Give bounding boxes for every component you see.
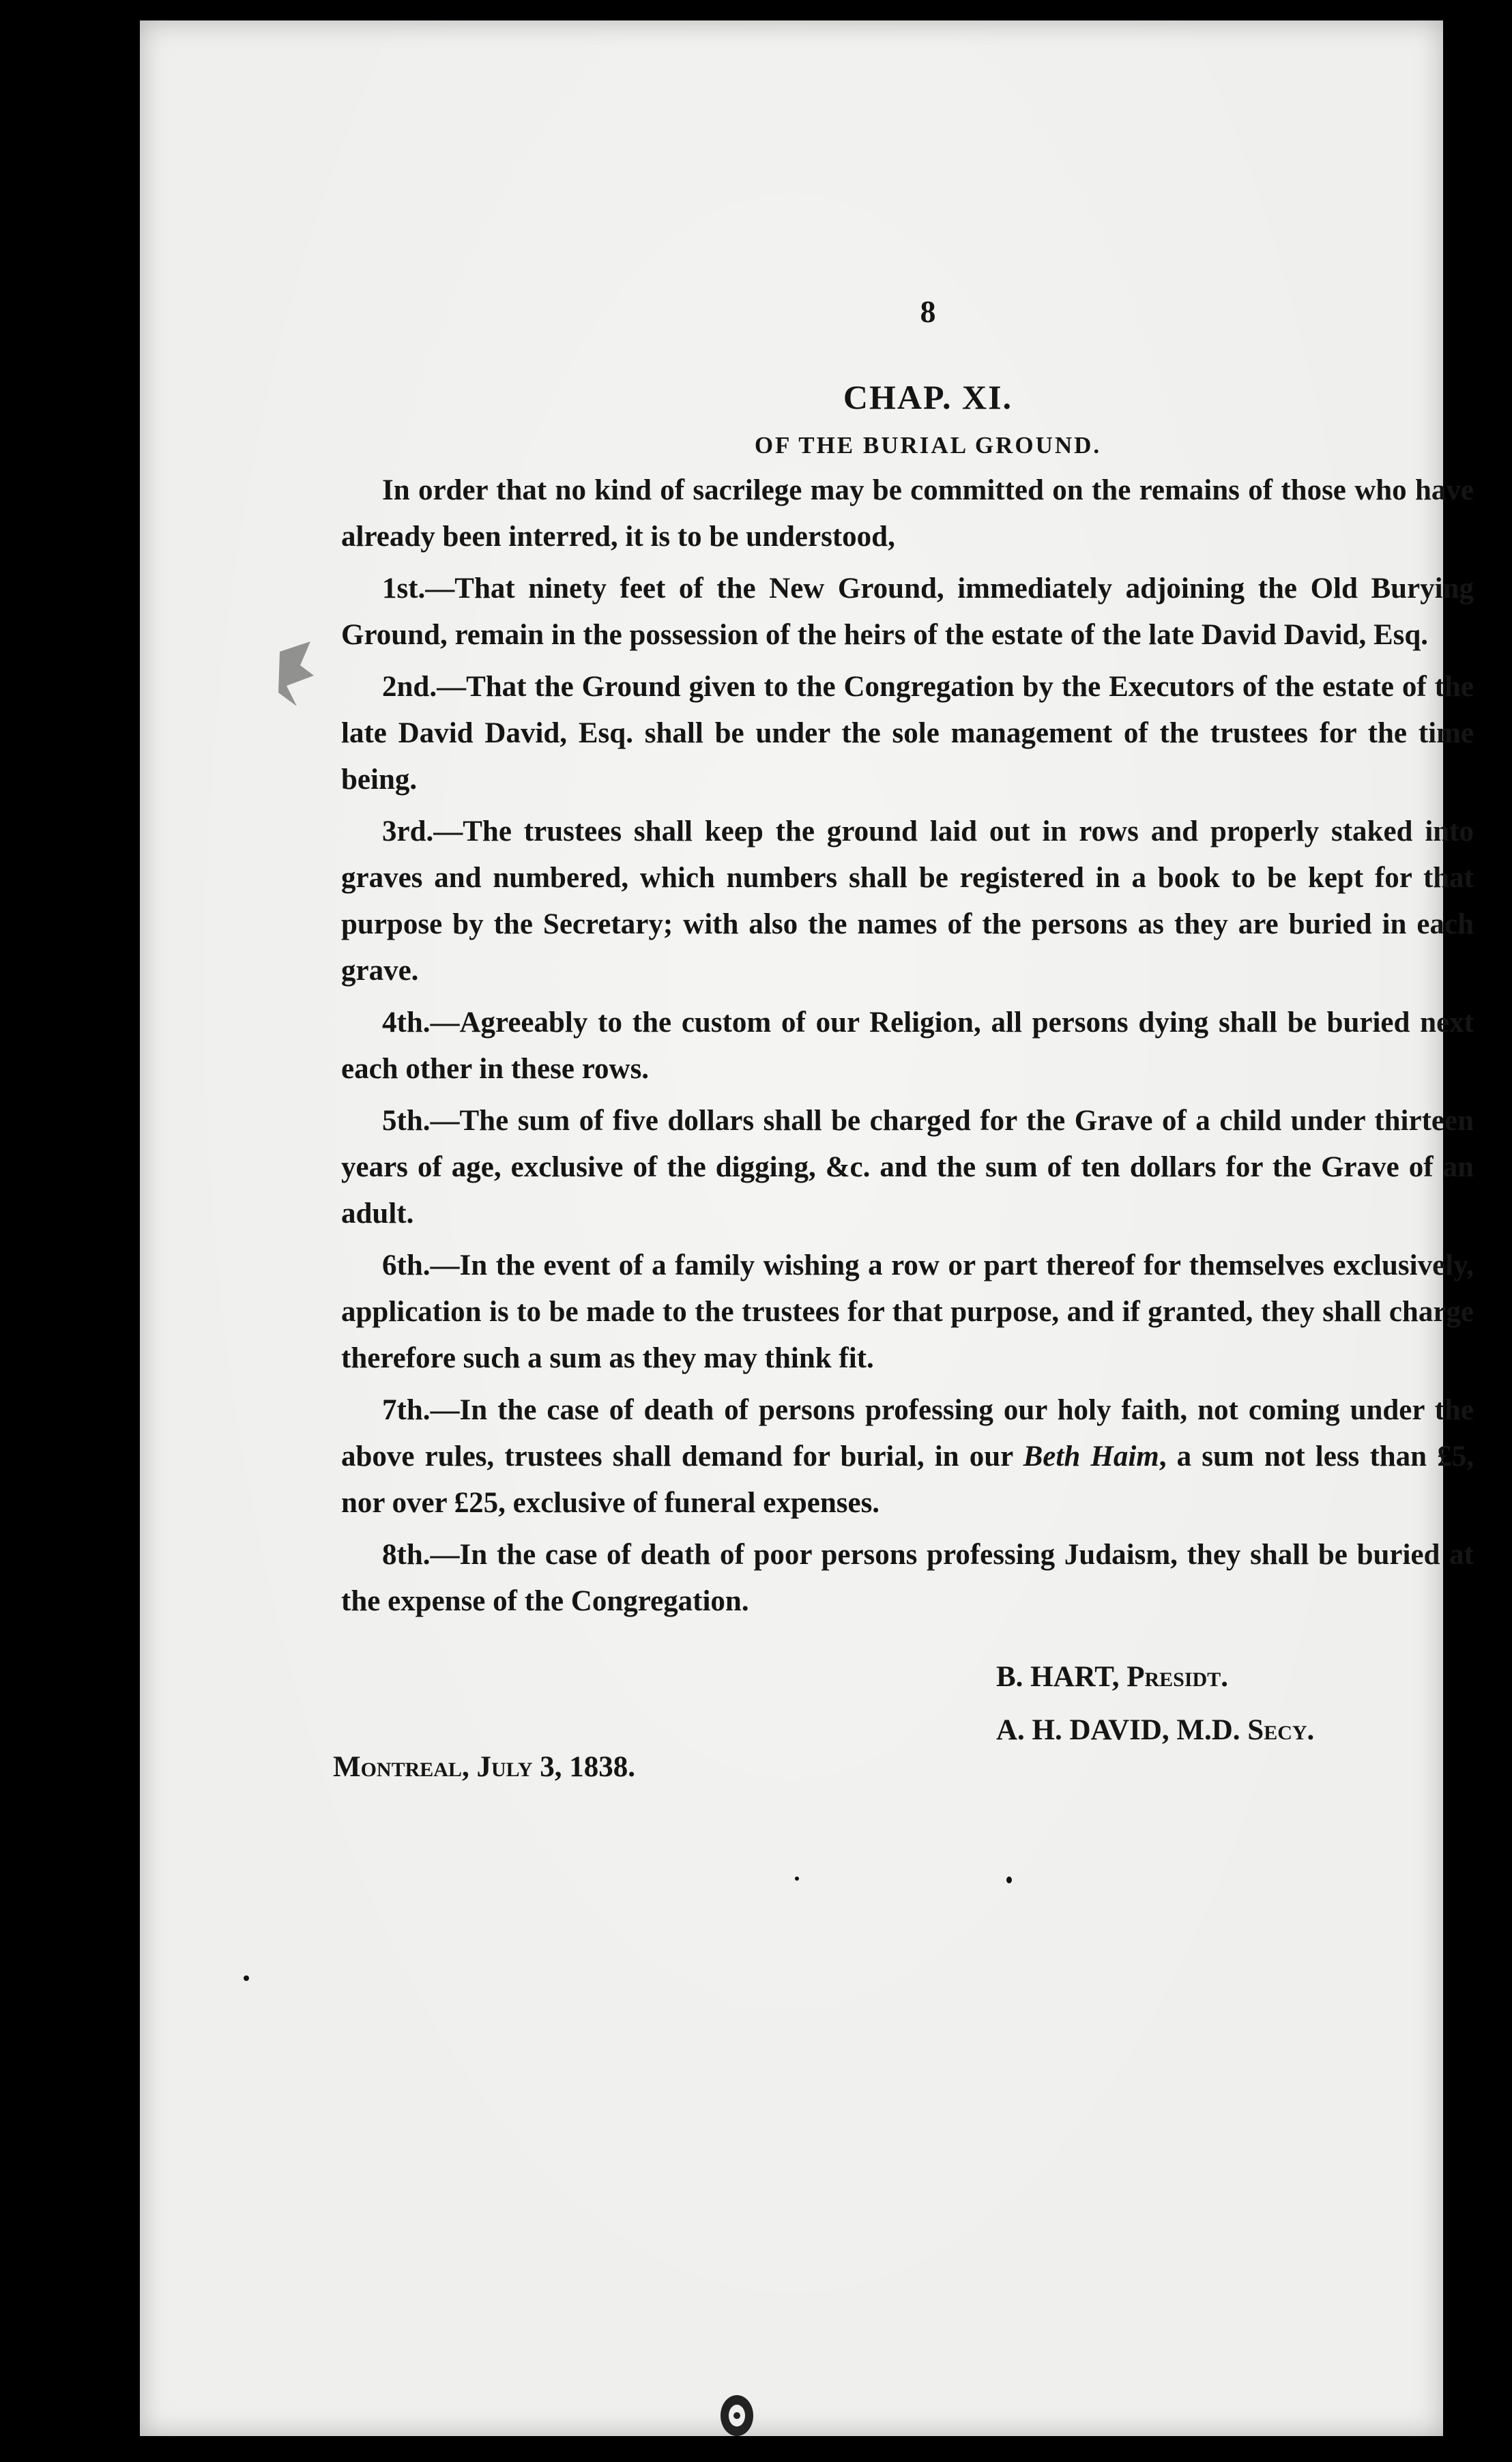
article-7th-text-b: , a sum not less than £5, nor over £25, exclusive of funeral expenses.	[341, 1440, 1474, 1519]
signature-block	[996, 1651, 1474, 1757]
beth-haim-term: Beth Haim	[1023, 1440, 1159, 1473]
article-7th-text-a: 7th.—In the case of death of persons professing our holy faith, not coming under the above rules, trustees shall demand for burial, in our	[341, 1394, 1474, 1473]
printer-ornament-icon	[713, 2388, 761, 2443]
article-8th: 8th.—In the case of death of poor persons professing Judaism, they shall be buried at the expense of the Congregation.	[341, 1539, 1474, 1617]
article-3rd: 3rd.—The trustees shall keep the ground laid out in rows and properly staked into graves and numbered, which numbers shall be registered in a book to be kept for that purpose by the Secretary; with also the names of the persons as they are buried in each grave.	[341, 815, 1474, 987]
chapter-subtitle: OF THE BURIAL GROUND.	[754, 432, 1102, 459]
article-2nd: 2nd.—That the Ground given to the Congregation by the Executors of the estate of the late David David, Esq. shall be under the sole management of the trustees for the time being.	[341, 671, 1474, 796]
page-content	[333, 293, 1474, 1784]
signature-secretary	[996, 1704, 1474, 1757]
president-title: Presidt.	[1126, 1661, 1228, 1693]
marginal-ink-mark	[273, 638, 321, 713]
ink-speck	[795, 1877, 799, 1881]
article-5th: 5th.—The sum of five dollars shall be charged for the Grave of a child under thirteen years of age, exclusive of the digging, &c. and the sum of ten dollars for the Grave of an adult.	[341, 1105, 1474, 1230]
intro-paragraph: In order that no kind of sacrilege may be committed on the remains of those who have already been interred, it is to be understood,	[341, 474, 1474, 553]
article-6th: 6th.—In the event of a family wishing a row or part thereof for themselves exclusively, application is to be made to the trustees for that purpose, and if granted, they shall charge therefore such a sum as they may think fit.	[341, 1249, 1474, 1374]
signature-president	[996, 1651, 1474, 1704]
document-page	[140, 20, 1474, 2436]
chapter-title: CHAP. XI.	[843, 378, 1013, 416]
article-1st: 1st.—That ninety feet of the New Ground, immediately adjoining the Old Burying Ground, remain in the possession of the heirs of the estate of the late David David, Esq.	[341, 573, 1474, 651]
secretary-name: A. H. DAVID, M.D.	[996, 1714, 1240, 1746]
president-name: B. HART,	[996, 1661, 1120, 1693]
page-number: 8	[920, 294, 936, 329]
ink-speck	[1006, 1877, 1012, 1883]
ink-speck	[244, 1975, 249, 1981]
secretary-title: Secy.	[1247, 1714, 1315, 1746]
article-7th	[341, 1387, 1474, 1526]
article-4th: 4th.—Agreeably to the custom of our Religion, all persons dying shall be buried next each other in these rows.	[341, 1006, 1474, 1085]
place-and-date: Montreal, July 3, 1838.	[333, 1751, 636, 1783]
